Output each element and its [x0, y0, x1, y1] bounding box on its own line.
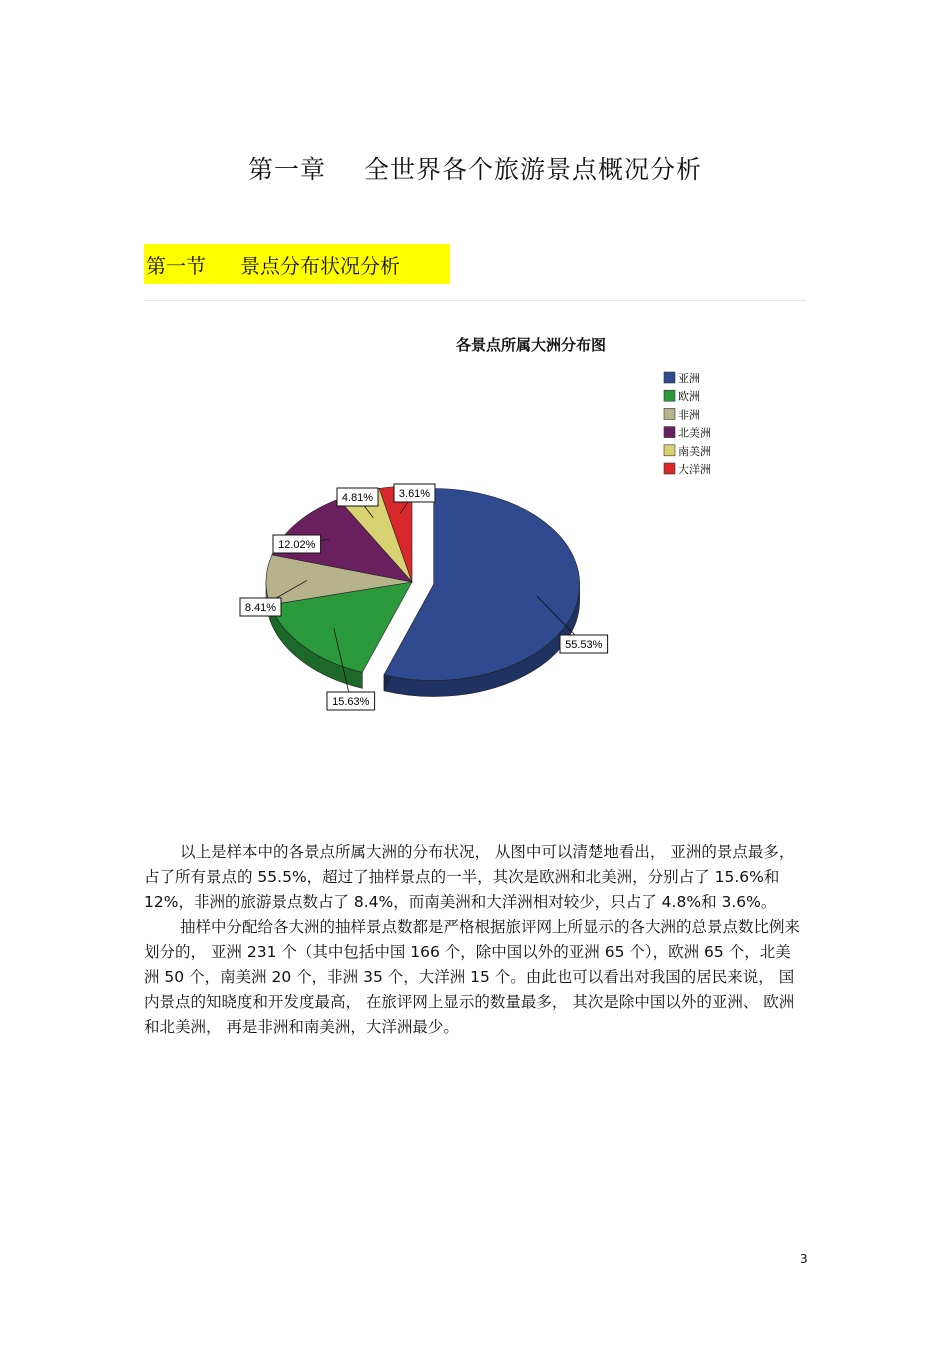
section-number: 第一节 — [146, 254, 206, 278]
paragraph-1: 以上是样本中的各景点所属大洲的分布状况， 从图中可以清楚地看出， 亚洲的景点最多，占了所有景点的 55.5%，超过了抽样景点的一半，其次是欧洲和北美洲，分别占了 15.6%和 12%，非洲的旅游景点数占了 8.4%，而南美洲和大洋洲相对较少，只占了 4.8%和 3.6%。 — [144, 843, 795, 911]
legend-label: 亚洲 — [678, 372, 700, 385]
legend-label: 南美洲 — [678, 444, 711, 458]
body-text — [144, 840, 806, 1040]
pie-slice-1 — [384, 489, 580, 697]
section-name: 景点分布状况分析 — [240, 254, 400, 278]
legend-swatch — [664, 445, 675, 456]
data-label: 8.41% — [244, 602, 277, 614]
legend-swatch — [664, 427, 675, 438]
data-label: 12.02% — [278, 539, 316, 551]
section-title — [144, 244, 450, 284]
data-label: 4.81% — [341, 492, 374, 504]
data-label: 55.53% — [565, 639, 603, 651]
data-label: 3.61% — [398, 488, 431, 500]
chart-legend — [664, 372, 711, 476]
legend-swatch — [664, 390, 675, 401]
legend-swatch — [664, 372, 675, 383]
data-label: 15.63% — [332, 696, 370, 708]
legend-label: 大洋洲 — [678, 463, 711, 476]
pie-slices — [266, 486, 580, 697]
chapter-name: 全世界各个旅游景点概况分析 — [364, 155, 703, 184]
page-number: 3 — [800, 1252, 808, 1266]
chapter-number: 第一章 — [247, 155, 326, 184]
legend-label: 非洲 — [678, 408, 700, 422]
pie-chart — [144, 320, 806, 720]
chapter-title — [0, 150, 950, 186]
paragraph-2: 抽样中分配给各大洲的抽样景点数都是严格根据旅评网上所显示的各大洲的总景点数比例来划分的， 亚洲 231 个（其中包括中国 166 个，除中国以外的亚洲 65 个），欧洲 65 个，北美洲 50 个，南美洲 20 个，非洲 35 个，大洋洲 15 个。由此也可以看出对我国的居民来说， 国内景点的知晓度和开发度最高， 在旅评网上显示的数量最多， 其次是除中国以外的亚洲、 欧洲和北美洲， 再是非洲和南美洲，大洋洲最少。 — [144, 918, 801, 1036]
legend-label: 欧洲 — [678, 390, 700, 404]
legend-swatch — [664, 408, 675, 419]
legend-label: 北美洲 — [678, 426, 711, 440]
legend-swatch — [664, 463, 675, 474]
divider-line — [144, 300, 806, 301]
chart-title: 各景点所属大洲分布图 — [455, 336, 607, 354]
